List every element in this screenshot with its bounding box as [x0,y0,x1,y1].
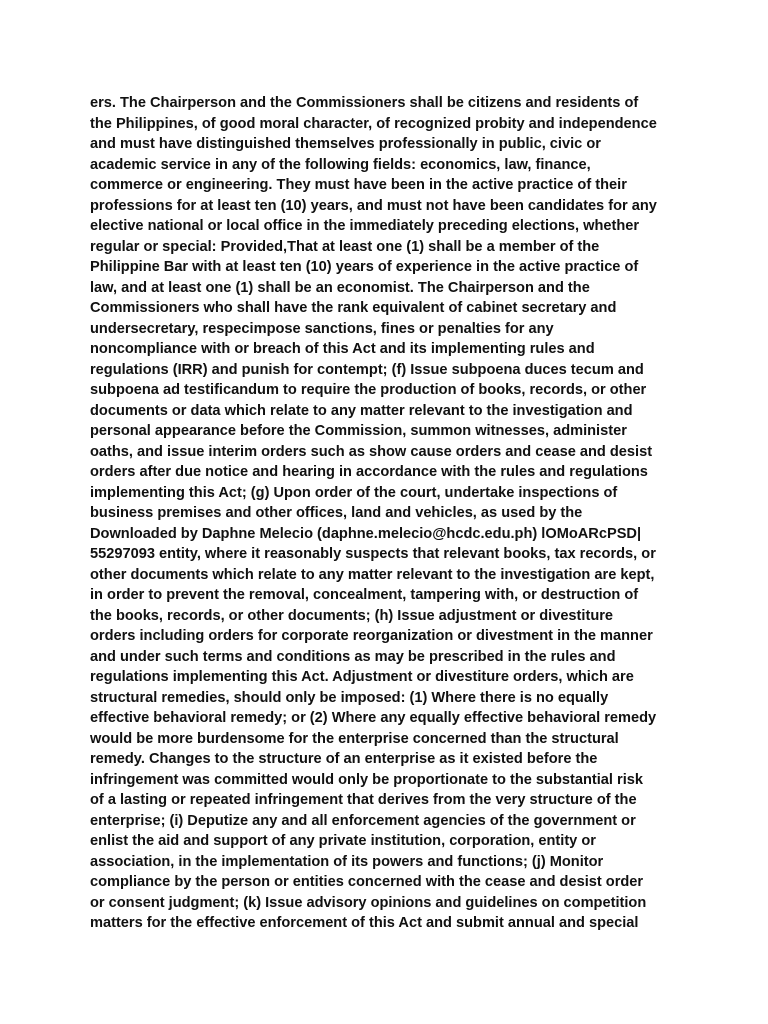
text-line: the books, records, or other documents; (h) Issue adjustment or divestiture [90,607,614,624]
text-line: noncompliance with or breach of this Act and its implementing rules and [90,341,595,357]
text-line: implementing this Act; (g) Upon order of the court, undertake inspections of [90,484,618,501]
text-line: of a lasting or repeated infringement that derives from the very structure of the [90,792,637,808]
text-line: elective national or local office in the immediately preceding elections, whether [90,218,640,234]
text-line: regulations implementing this Act. Adjustment or divestiture orders, which are [90,669,634,685]
text-line: personal appearance before the Commission, summon witnesses, administer [90,423,627,439]
text-line: Downloaded by Daphne Melecio (daphne.melecio@hcdc.edu.ph) lOMoARcPSD| [90,525,642,542]
text-line: undersecretary, respecimpose sanctions, fines or penalties for any [90,320,554,337]
text-line: the Philippines, of good moral character, of recognized probity and independence [90,115,657,132]
text-line: orders after due notice and hearing in accordance with the rules and regulations [90,464,648,480]
text-line: Philippine Bar with at least ten (10) years of experience in the active practice of [90,259,639,275]
text-line: association, in the implementation of its powers and functions; (j) Monitor [90,853,604,870]
text-line: in order to prevent the removal, concealment, tampering with, or destruction of [90,587,639,603]
text-line: other documents which relate to any matter relevant to the investigation are kept, [90,566,655,583]
text-line: law, and at least one (1) shall be an economist. The Chairperson and the [90,279,590,296]
text-line: and must have distinguished themselves professionally in public, civic or [90,136,601,152]
text-line: 55297093 entity, where it reasonably suspects that relevant books, tax records, or [90,546,656,562]
text-line: would be more burdensome for the enterprise concerned than the structural [90,730,619,747]
text-line: regular or special: Provided,That at least one (1) shall be a member of the [90,238,600,255]
text-line: structural remedies, should only be imposed: (1) Where there is no equally [90,689,609,706]
text-line: enterprise; (i) Deputize any and all enforcement agencies of the government or [90,812,636,829]
text-line: or consent judgment; (k) Issue advisory opinions and guidelines on competition [90,894,647,911]
text-line: documents or data which relate to any matter relevant to the investigation and [90,402,633,419]
text-line: subpoena ad testificandum to require the production of books, records, or other [90,382,647,398]
text-line: and under such terms and conditions as may be prescribed in the rules and [90,648,616,665]
text-line: infringement was committed would only be proportionate to the substantial risk [90,771,643,788]
text-line: professions for at least ten (10) years, and must not have been candidates for any [90,197,657,214]
body-text [90,93,690,934]
text-line: commerce or engineering. They must have been in the active practice of their [90,177,627,193]
text-line: orders including orders for corporate reorganization or divestment in the manner [90,628,653,644]
text-line: academic service in any of the following fields: economics, law, finance, [90,156,591,173]
text-line: effective behavioral remedy; or (2) Where any equally effective behavioral remedy [90,710,657,726]
text-line: enlist the aid and support of any private institution, corporation, entity or [90,833,596,849]
text-line: matters for the effective enforcement of this Act and submit annual and special [90,915,639,931]
text-line: regulations (IRR) and punish for contempt; (f) Issue subpoena duces tecum and [90,361,644,378]
text-line: business premises and other offices, land and vehicles, as used by the [90,505,583,521]
text-line: ers. The Chairperson and the Commissioners shall be citizens and residents of [90,95,639,111]
text-line: remedy. Changes to the structure of an enterprise as it existed before the [90,751,598,767]
text-line: compliance by the person or entities concerned with the cease and desist order [90,874,644,890]
text-line: oaths, and issue interim orders such as show cause orders and cease and desist [90,443,653,460]
text-line: Commissioners who shall have the rank equivalent of cabinet secretary and [90,300,617,316]
